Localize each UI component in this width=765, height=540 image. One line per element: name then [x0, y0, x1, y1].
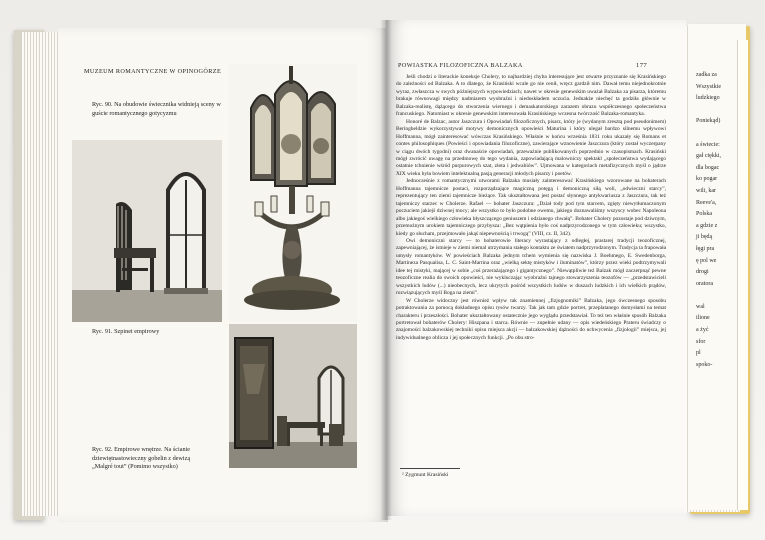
next-page-fragment: oratora	[696, 280, 713, 287]
book-gutter	[380, 20, 392, 520]
next-page-fragment: drogi	[696, 269, 709, 276]
page-edges-left	[22, 32, 62, 516]
footnote-rule	[400, 468, 460, 469]
next-page-fragment: Reeve'a,	[696, 199, 717, 206]
photo-spinet	[72, 140, 222, 322]
next-page-fragment: pl	[696, 350, 701, 357]
caption-fig90: Ryc. 90. Na obudowie świecznika widnieją sceny w guście romantycznego gotycyzmu	[92, 101, 221, 117]
interior-image	[229, 324, 357, 468]
caption-fig92-line1: Ryc. 92. Empirowe wnętrze. Na ścianie	[92, 446, 191, 453]
paragraph: Owi demoniczni starcy — to bohaterowie literacy wyrastający z odległej, prastarej tradycji teozoficznej, zapewniającej, że istnieje w ziemi niemal utrzymania stałego kontaktu ze światem nadprzyrodzonym. Tradycja ta frapowała umysły romantyków. W powieściach Balzaka jednym tchem wymienia się nazwiska J. Boehmego, E. Swedenborga, Martineza Pasqualisa, L. C. Saint-Martina oraz „wielką sektę mistyków i iluminatów”, którzy przez wieki podtrzymywali idee tej mistyki, mającej w sobie „coś przerażającego i gigantycznego”. Niewątpliwie też Balzak mógł zaczerpnąć pewne teozoficzne realia do swoich opowieści, nie wykluczając wyobraźni tajnego stowarzyszenia teozofów — „przedstawicieli wszystkich ludów (...) nieobecnych, lecz ukrytych pośród wszystkich ludów w duszach ludzkich i ich wielkich prądów, rozwiązujących myśl Boga na ziemi”.	[396, 237, 666, 297]
paragraph: W Cholerze widoczny jest również wpływ tak znamiennej „fizjognomiki” Balzaka, jego ówczesnego sposobu potraktowania za pomocą dokładnego opisu rysów twarzy. Tak jak tam gdzie portret, przeplatanego domysłami na temat charakteru i przeszłości. Bohater ukształtowany ostatecznie jego wyglądu przedstawiał. To też ten właśnie sposób Balzaka portretował bohaterów Cholery: Hiszpana i starca. Równie — zupełnie udany — opis wiedeńskiego Prateru świadczy o znajomości balzakowskiej techniki opisu miejsca akcji — balzakowskiej dążności do uchwycenia „fizjologii” miejsca, jej indywidualnego oblicza i jej społecznych funkcji. „Po obu stro-	[396, 297, 666, 341]
caption-fig92	[92, 446, 226, 472]
next-page-fragment: Polska	[696, 211, 713, 218]
next-page-fragment: gał ciękki,	[696, 153, 721, 160]
photo-candelabrum	[229, 64, 357, 322]
next-page-fragment: ludzkiego	[696, 95, 720, 102]
candelabrum-image	[229, 64, 357, 322]
next-page-fragment: ilione	[696, 315, 710, 322]
next-page-fragment: wili, kar	[696, 187, 716, 194]
right-page-body	[396, 74, 666, 342]
next-page-fragment: ji będą	[696, 234, 713, 241]
footnote: ² Zygmunt Krasiński	[402, 472, 449, 478]
left-running-header: MUZEUM ROMANTYCZNE W OPINOGÓRZE	[84, 68, 222, 75]
next-page-fragment: ę pol we	[696, 257, 717, 264]
caption-fig91: Ryc. 91. Szpinet empirowy	[92, 328, 160, 335]
next-page-fragment: dla bogac	[696, 164, 720, 171]
next-page-fragment: a gdzie z	[696, 222, 718, 229]
right-running-header: POWIASTKA FILOZOFICZNA BALZAKA	[398, 62, 523, 69]
paragraph: Honoré de Balzac, autor Jaszczura i Opowiadań filozoficznych, pisarz, który je (wydanym zresztą pod pseudonimem) Beringheldzie wykorzystywał motywy demonicznych opowieści Maturina i który ulegał bardzo silnemu wpływowi Hoffmanna, mógł zainteresować wówczas Krasińskiego. Właśnie w końcu września 1831 roku ukazały się Romans et contes philosophiques (Powieści i opowiadania filozoficzne), zawierające wznowienie Jaszczura (który został wyczerpany w ciągu dwóch tygodni) oraz dwanaście opowiadań, przeważnie publikowanych poprzednio w czasopismach. Krasiński mógł zwrócić uwagę na przedmowę do tego wydania, zapowiadającą malowniczy spektakl „społeczeństwa wydającego ostatnie tchnienie wśród purpurowych szat, złota i jedwabiów”. Ujmowana w kategoriach metafizycznych myśl o jądrze XIX wieku była bowiem intelektualną pasją generacji młodych pisarzy i poetów.	[396, 118, 666, 177]
next-page-fragment: a żyć	[696, 327, 709, 334]
next-page-fragment: wal	[696, 303, 705, 310]
next-page-fragment: a świecie:	[696, 141, 720, 148]
paragraph: Jednocześnie z romantycznymi utworami Balzaka musiały zainteresować Krasińskiego wzorowane na bohaterach Hoffmanna tajemnicze postaci, rozporządzające magiczną potęgą i demoniczną siłą woli, „odwieczni starcy”, reprezentujący ten ziemi tajemnicze bieżące. Tak ukształtowana jest postać słynnego antykwariusza z Jaszczura, tak też tajemniczy starzec w Cholerze. Rafael — bohater Jaszczura: „Dział tody pod tym starcem, zgięty niewytłumaczonym poczuciem jakiejś dziwnej mocy; ale wszystko to było podobne owemu, jakiego doznawaliśmy wszyscy wobec Napoleona albo jakiegoś wielkiego człowieka błyszczącego geniuszem i odzianego chwałą”. Bohater Cholery pozostaje pod dziwnym, przemożnym urokiem tajemniczego przybysza: „Bez wątpienia było coś nadprzyrodzonego w tym człowieku; wszystko, kiedy go słucham, przejmowało jakąś niepewnością i trwogą” (VIII, cz. II, 342).	[396, 178, 666, 237]
photo-empire-interior	[229, 324, 357, 468]
next-page-fragment: sfor	[696, 338, 706, 345]
next-page-fragment: łęgi pra	[696, 245, 715, 252]
paragraph: Jeśli chodzi o literackie koneksje Cholery, to najbardziej chyba interesujące jest otwarte przyznanie się Krasińskiego do zależności od Balzaka. A to dlatego, że Krasiński wcale go nie cenił, wręcz gardził nim. Dawał temu niejednokrotnie wyraz, zwłaszcza w swych późniejszych wypowiedziach; nawet w okresie genewskim uważał Balzaka za pisarza, któremu brakuje równowagi między nadmiarem wyobraźni i niedoskładem uczucia. Jednakże niechęć ta godziła głównie w Balzaka-realistę, dążącego do stworzenia wiernego i demaskatorskiego zarazem obrazu współczesnego społeczeństwa francuskiego. Natomiast w okresie genewskim interesowała Krasińskiego wczesna twórczość Balzaka-romantyka.	[396, 74, 666, 118]
caption-fig92-line2: dziewiętnastowieczny gobelin z dewizą	[92, 454, 191, 462]
next-page-fragment: ko pogar	[696, 176, 718, 183]
next-page-fragment: Poniekąd)	[696, 118, 721, 125]
next-page-fragment: Wszystkie	[696, 83, 721, 90]
caption-fig92-line3: „Malgré tout” (Pomimo wszystko)	[92, 463, 178, 471]
page-number: 177	[636, 62, 648, 69]
next-page-fragment: zadka za	[696, 72, 717, 78]
spinet-image	[72, 140, 222, 322]
bookmark-strip	[737, 40, 748, 510]
next-page-fragment: spoko-	[696, 361, 713, 368]
